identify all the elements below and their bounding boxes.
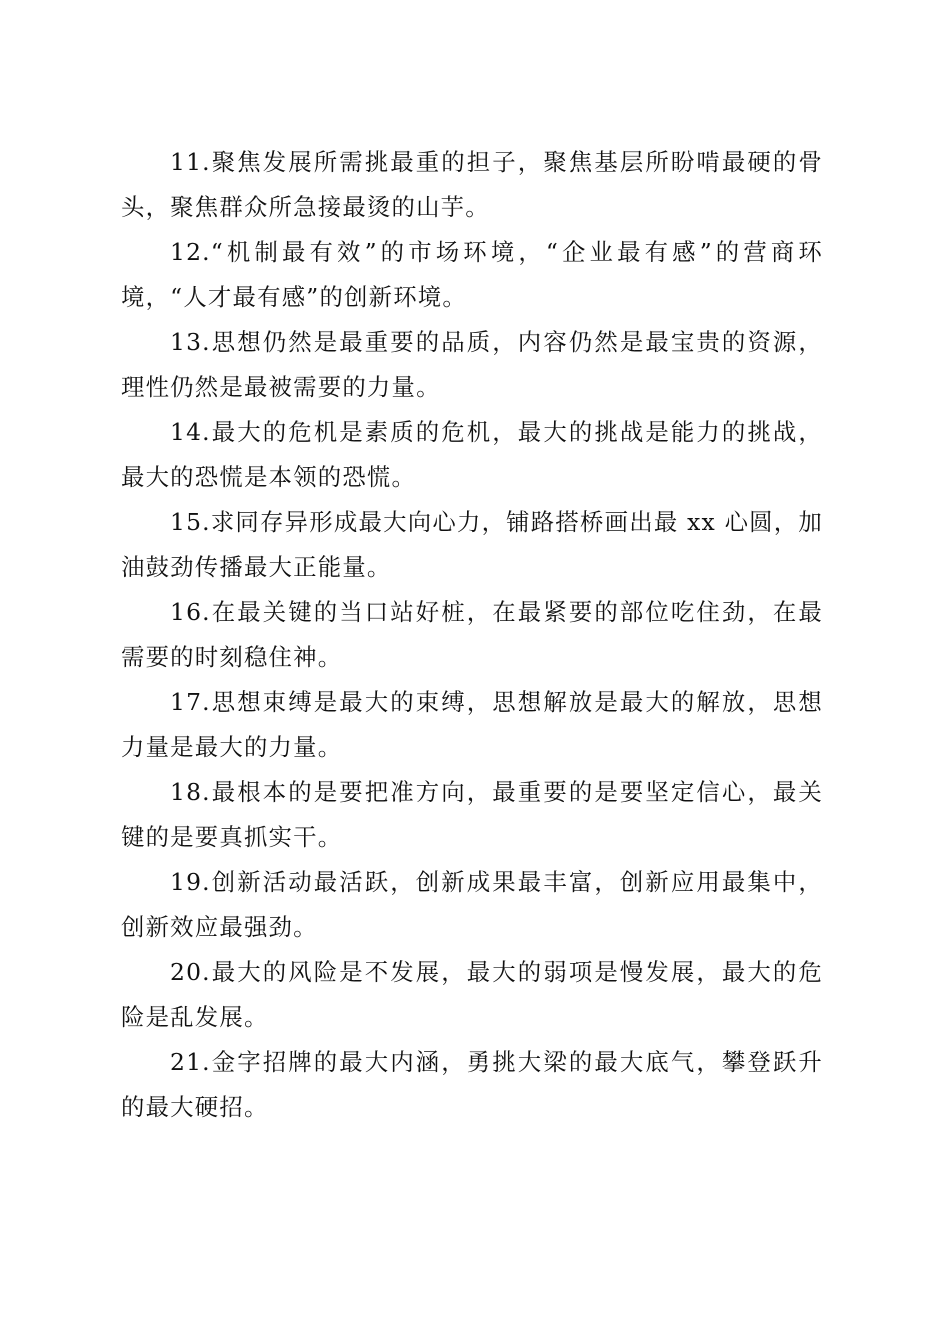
paragraph-16: 16.在最关键的当口站好桩，在最紧要的部位吃住劲，在最需要的时刻稳住神。 — [121, 598, 823, 671]
paragraph-13: 13.思想仍然是最重要的品质，内容仍然是最宝贵的资源，理性仍然是最被需要的力量。 — [121, 328, 823, 401]
document-body — [121, 140, 823, 1130]
paragraph-18: 18.最根本的是要把准方向，最重要的是要坚定信心，最关键的是要真抓实干。 — [121, 778, 823, 851]
paragraph-14: 14.最大的危机是素质的危机，最大的挑战是能力的挑战，最大的恐慌是本领的恐慌。 — [121, 418, 823, 491]
paragraph-19: 19.创新活动最活跃，创新成果最丰富，创新应用最集中，创新效应最强劲。 — [121, 868, 823, 941]
paragraph-15: 15.求同存异形成最大向心力，铺路搭桥画出最 xx 心圆，加油鼓劲传播最大正能量。 — [121, 508, 823, 581]
paragraph-11: 11.聚焦发展所需挑最重的担子，聚焦基层所盼啃最硬的骨头，聚焦群众所急接最烫的山芋。 — [121, 148, 823, 221]
paragraph-12: 12.“机制最有效”的市场环境，“企业最有感”的营商环境，“人才最有感”的创新环境。 — [121, 238, 823, 311]
paragraph-21: 21.金字招牌的最大内涵，勇挑大梁的最大底气，攀登跃升的最大硬招。 — [121, 1048, 823, 1121]
paragraph-17: 17.思想束缚是最大的束缚，思想解放是最大的解放，思想力量是最大的力量。 — [121, 688, 823, 761]
paragraph-20: 20.最大的风险是不发展，最大的弱项是慢发展，最大的危险是乱发展。 — [121, 958, 823, 1031]
